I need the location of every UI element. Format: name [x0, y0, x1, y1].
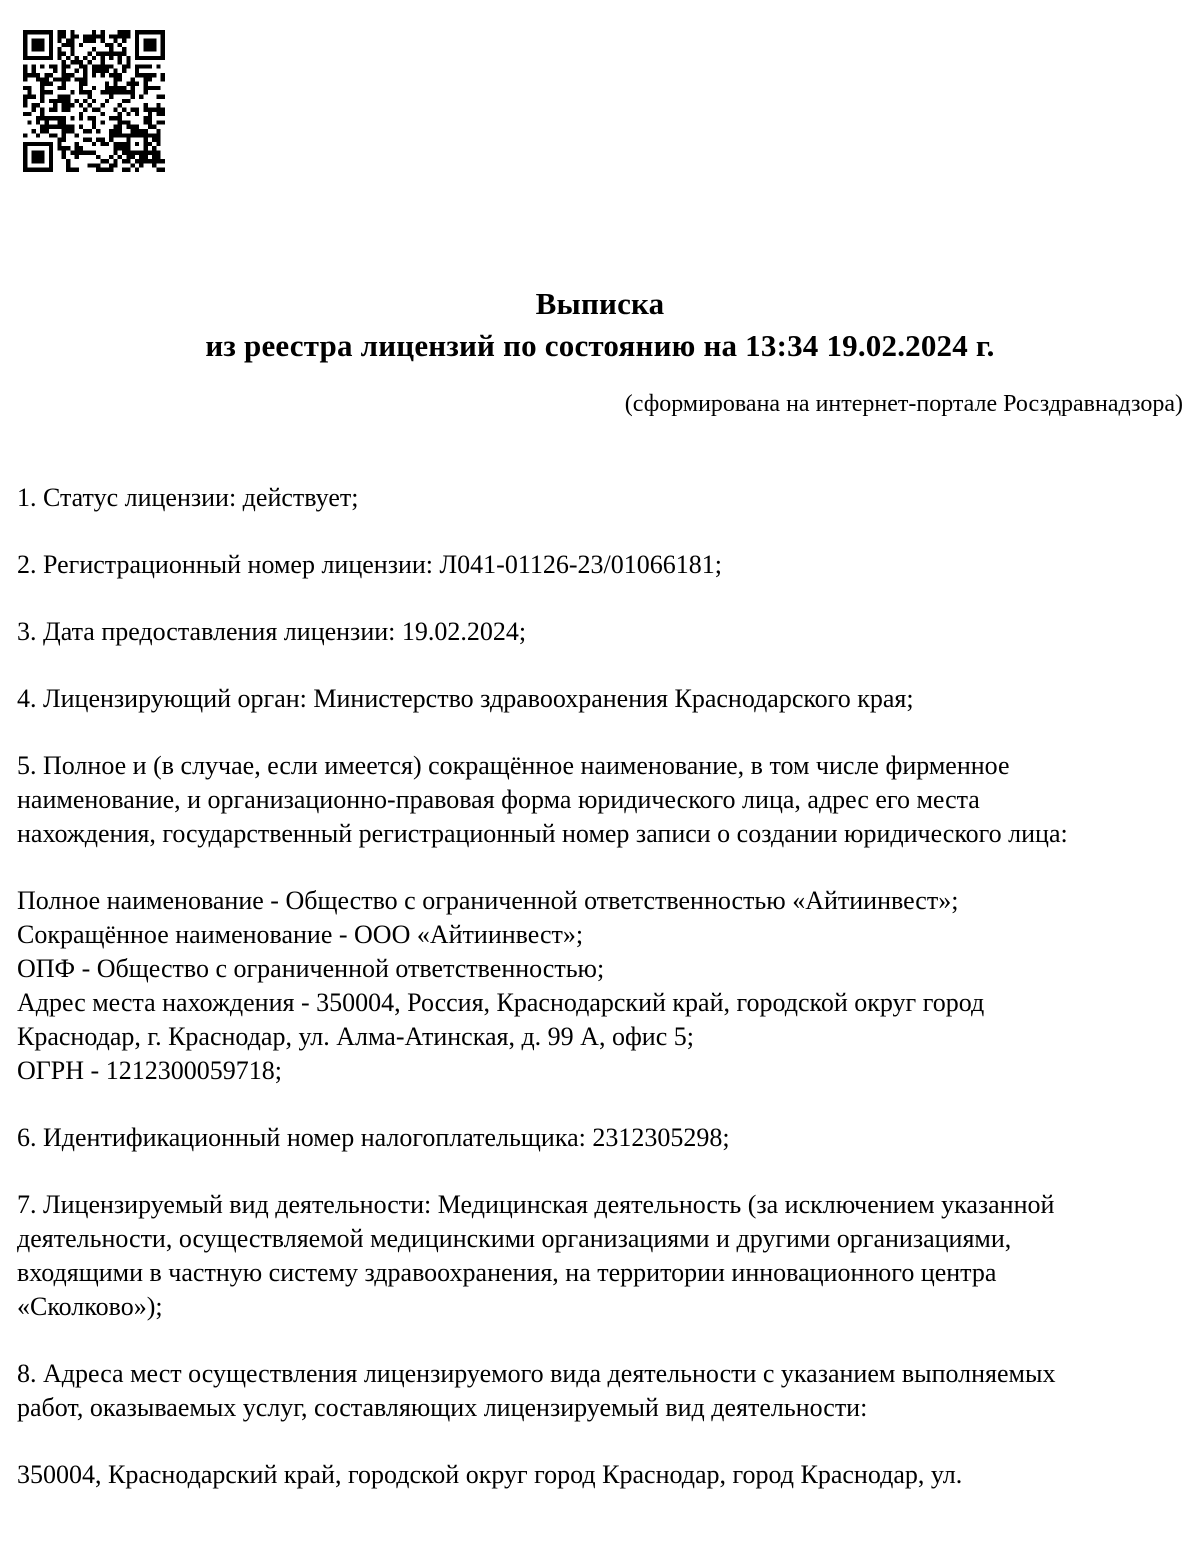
document-title — [17, 0, 1183, 367]
text-line: ОПФ - Общество с ограниченной ответственностью; — [17, 954, 605, 983]
title-line-1: Выписка — [535, 286, 665, 321]
text-line: деятельности, осуществляемой медицинскими организациями и другими организациями, — [17, 1224, 1012, 1253]
paragraph-organization-details — [17, 884, 1183, 1088]
paragraph-licensing-authority — [17, 682, 1183, 716]
paragraph-status — [17, 481, 1183, 515]
text-line: 7. Лицензируемый вид деятельности: Медицинская деятельность (за исключением указанной — [17, 1190, 1055, 1219]
document-body — [17, 481, 1183, 1492]
title-line-2: из реестра лицензий по состоянию на 13:34 19.02.2024 г. — [205, 328, 995, 363]
text-line: 5. Полное и (в случае, если имеется) сокращённое наименование, в том числе фирменное — [17, 751, 1010, 780]
text-line: 1. Статус лицензии: действует; — [17, 483, 359, 512]
qr-code-icon — [23, 30, 165, 172]
text-line: входящими в частную систему здравоохранения, на территории инновационного центра — [17, 1258, 997, 1287]
paragraph-registration-number — [17, 548, 1183, 582]
text-line: 350004, Краснодарский край, городской округ город Краснодар, город Краснодар, ул. — [17, 1460, 963, 1489]
text-line: Полное наименование - Общество с ограниченной ответственностью «Айтиинвест»; — [17, 886, 959, 915]
document-subtitle: (сформирована на интернет-портале Росздравнадзора) — [624, 391, 1183, 417]
text-line: Адрес места нахождения - 350004, Россия, Краснодарский край, городской округ город — [17, 988, 985, 1017]
text-line: 3. Дата предоставления лицензии: 19.02.2024; — [17, 617, 527, 646]
text-line: Краснодар, г. Краснодар, ул. Алма-Атинская, д. 99 А, офис 5; — [17, 1022, 694, 1051]
paragraph-inn — [17, 1121, 1183, 1155]
paragraph-activity-address — [17, 1458, 1183, 1492]
text-line: «Сколково»); — [17, 1292, 163, 1321]
text-line: 8. Адреса мест осуществления лицензируемого вида деятельности с указанием выполняемых — [17, 1359, 1056, 1388]
text-line: ОГРН - 1212300059718; — [17, 1056, 282, 1085]
paragraph-activity-addresses-heading — [17, 1357, 1183, 1425]
paragraph-grant-date — [17, 615, 1183, 649]
text-line: 4. Лицензирующий орган: Министерство здравоохранения Краснодарского края; — [17, 684, 914, 713]
paragraph-name-heading — [17, 749, 1183, 851]
paragraph-activity-type — [17, 1188, 1183, 1324]
text-line: нахождения, государственный регистрационный номер записи о создании юридического лица: — [17, 819, 1068, 848]
text-line: 6. Идентификационный номер налогоплательщика: 2312305298; — [17, 1123, 730, 1152]
text-line: Сокращённое наименование - ООО «Айтиинвест»; — [17, 920, 584, 949]
text-line: 2. Регистрационный номер лицензии: Л041-01126-23/01066181; — [17, 550, 722, 579]
text-line: наименование, и организационно-правовая форма юридического лица, адрес его места — [17, 785, 980, 814]
text-line: работ, оказываемых услуг, составляющих лицензируемый вид деятельности: — [17, 1393, 868, 1422]
